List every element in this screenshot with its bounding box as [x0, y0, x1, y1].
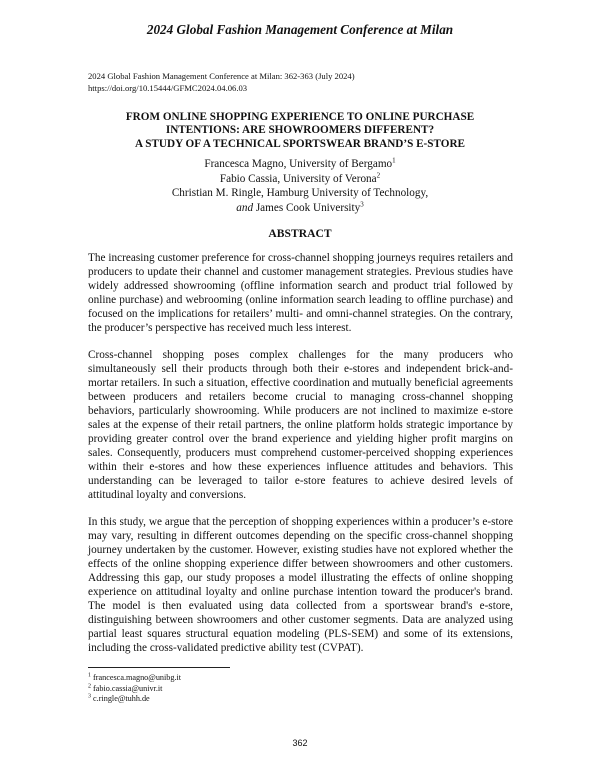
title-line: A STUDY OF A TECHNICAL SPORTSWEAR BRAND’S E-STORE — [134, 137, 466, 150]
author-line — [88, 157, 512, 172]
citation-doi: https://doi.org/10.15444/GFMC2024.04.06.03 — [88, 82, 248, 93]
abstract-body — [88, 252, 513, 669]
author-affiliation: James Cook University — [253, 201, 361, 214]
author-name: Fabio Cassia, University of Verona — [219, 172, 377, 185]
footnotes — [88, 673, 181, 705]
page-number: 362 — [292, 738, 308, 748]
title-line: FROM ONLINE SHOPPING EXPERIENCE TO ONLINE PURCHASE — [125, 111, 475, 123]
footnote-divider — [88, 667, 230, 668]
footnote-mark: 3 — [360, 200, 364, 209]
abstract-paragraph: The increasing customer preference for cross-channel shopping journeys requires retailers and producers to update their channel and customer management strategies. Previous studies have widely addressed showrooming (offline information search and product trial followed by online purchase) and webrooming (online information search leading to offline purchase) and focused on the implications for retailers’ multi- and omni-channel strategies. On the contrary, the producer’s perspective has received much less interest. — [88, 252, 513, 334]
footnote-mark: 2 — [376, 170, 381, 179]
paper-title — [88, 111, 512, 151]
abstract-paragraph: In this study, we argue that the perception of shopping experiences within a producer’s e-store may vary, resulting in different outcomes depending on the specific cross-channel shopping journey undertaken by the customer. However, existing studies have not explored whether the effects of the online shopping experience differ between showroomers and other customers. Addressing this gap, our study proposes a model illustrating the effects of online shopping experience on attitudinal loyalty and online purchase intention toward the producer's brand. The model is then evaluated using data collected from a sportswear brand's e-store, distinguishing between showroomers and other customer segments. Data are analyzed using partial least squares structural equation modeling (PLS-SEM) and some of its extensions, including the cross-validated predictive ability test (CVPAT). — [88, 516, 513, 654]
abstract-paragraph: Cross-channel shopping poses complex challenges for the many producers who simultaneously sell their products through both their e-stores and independent brick-and-mortar retailers. In such a situation, effective coordination and mutually beneficial agreements between producers and retailers become crucial to managing cross-channel shopping behaviors, particularly showrooming. While producers are not inclined to maximize e-store sales at the expense of their retail partners, the online platform holds strategic importance by providing greater control over the brand experience and yielding higher profit margins on sales. Consequently, producers must comprehend customer-perceived shopping experiences within their e-stores and how these experiences influence attitudes and behaviors. This understanding can be leveraged to tailor e-store features to achieve desired levels of attitudinal loyalty and conversions. — [88, 349, 513, 501]
footnote-email[interactable]: c.ringle@tuhh.de — [91, 694, 150, 704]
citation-block — [88, 71, 355, 94]
running-header: 2024 Global Fashion Management Conference at Milan — [146, 22, 454, 37]
abstract-heading: ABSTRACT — [268, 227, 332, 240]
footnote-mark: 1 — [392, 156, 396, 165]
author-name: Francesca Magno, University of Bergamo — [204, 158, 393, 170]
footnote-mark: 1 — [88, 672, 91, 679]
title-line: INTENTIONS: ARE SHOWROOMERS DIFFERENT? — [165, 124, 435, 137]
author-list — [88, 157, 512, 215]
footnote-mark: 2 — [88, 682, 91, 689]
footnote — [88, 684, 181, 695]
author-name: Christian M. Ringle, Hamburg University of Technology, — [171, 187, 429, 200]
author-line — [88, 201, 512, 216]
footnote-email[interactable]: francesca.magno@unibg.it — [91, 673, 182, 682]
author-line — [88, 172, 512, 187]
citation-source: 2024 Global Fashion Management Conference at Milan: 362-363 (July 2024) — [88, 71, 355, 81]
footnote-email[interactable]: fabio.cassia@univr.it — [91, 683, 163, 693]
footnote — [88, 673, 181, 684]
author-conjunction: and — [236, 201, 254, 214]
footnote-mark: 3 — [88, 693, 91, 700]
footnote — [88, 694, 181, 705]
author-line — [88, 186, 512, 201]
